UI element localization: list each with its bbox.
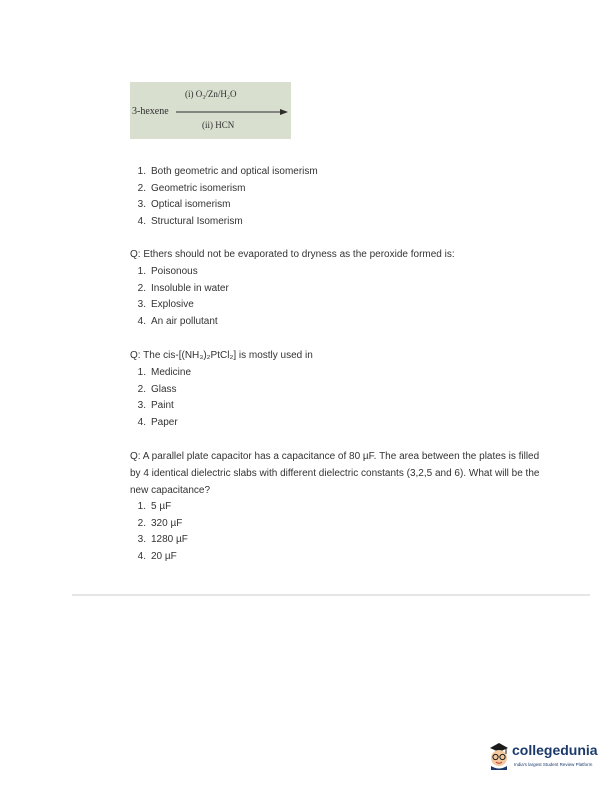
list-item xyxy=(135,415,191,432)
option-number: 1. xyxy=(137,501,146,512)
option-number: 3. xyxy=(137,534,146,546)
list-item xyxy=(135,314,229,331)
option-number: 4. xyxy=(137,416,146,428)
option-text: Insoluble in water xyxy=(151,282,229,294)
option-number: 3. xyxy=(137,199,146,211)
page-divider xyxy=(72,594,590,596)
option-text: 20 µF xyxy=(151,550,177,562)
q3-options-list xyxy=(135,365,191,431)
option-number: 4. xyxy=(137,215,146,227)
list-item xyxy=(135,549,188,566)
option-text: Structural Isomerism xyxy=(151,215,243,227)
reaction-arrow-icon xyxy=(176,109,288,115)
option-text: 5 µF xyxy=(151,501,172,512)
option-text: Both geometric and optical isomerism xyxy=(151,166,318,177)
q2-question-text: Q: Ethers should not be evaporated to dryness as the peroxide formed is: xyxy=(130,249,455,260)
q4-question-text: Q: A parallel plate capacitor has a capacitance of 80 µF. The area between the plates is filled by 4 identical dielectric slabs with different dielectric constants (3,2,5 and 6). What will be the new capacitance? xyxy=(130,451,540,496)
option-number: 2. xyxy=(137,383,146,395)
option-text: Paint xyxy=(151,400,174,412)
q2-options-list xyxy=(135,264,229,330)
option-number: 1. xyxy=(137,266,146,277)
q3-question-text: Q: The cis-[(NH₃)₂PtCl₂] is mostly used in xyxy=(130,350,313,361)
option-text: An air pollutant xyxy=(151,315,218,327)
list-item xyxy=(135,214,318,231)
option-text: Medicine xyxy=(151,367,192,378)
option-text: Explosive xyxy=(151,299,194,311)
list-item xyxy=(135,382,191,399)
option-text: Poisonous xyxy=(151,266,198,277)
q4-options-list xyxy=(135,499,188,565)
collegedunia-logo xyxy=(488,740,606,776)
list-item xyxy=(135,264,229,281)
list-item xyxy=(135,499,188,516)
list-item xyxy=(135,164,318,181)
reaction-reagent-top: (i) O₃/Zn/H₂O xyxy=(185,89,237,99)
list-item xyxy=(135,365,191,382)
mascot-icon xyxy=(488,740,510,770)
option-number: 1. xyxy=(137,166,146,177)
option-text: Optical isomerism xyxy=(151,199,231,211)
list-item xyxy=(135,516,188,533)
option-number: 2. xyxy=(137,282,146,294)
option-text: Paper xyxy=(151,416,178,428)
option-number: 4. xyxy=(137,550,146,562)
list-item xyxy=(135,532,188,549)
option-number: 2. xyxy=(137,517,146,529)
option-number: 3. xyxy=(137,299,146,311)
list-item xyxy=(135,281,229,298)
list-item xyxy=(135,197,318,214)
option-number: 4. xyxy=(137,315,146,327)
reaction-reagent-bottom: (ii) HCN xyxy=(202,120,235,130)
reaction-scheme-image xyxy=(130,82,291,139)
list-item xyxy=(135,181,318,198)
option-number: 3. xyxy=(137,400,146,412)
option-text: 1280 µF xyxy=(151,534,188,546)
option-text: Glass xyxy=(151,383,177,395)
q1-options-list xyxy=(135,164,318,230)
logo-tagline: India's largest Student Review Platform xyxy=(514,762,593,767)
option-number: 1. xyxy=(137,367,146,378)
option-number: 2. xyxy=(137,182,146,194)
reaction-reactant: 3-hexene xyxy=(132,106,169,117)
list-item xyxy=(135,297,229,314)
list-item xyxy=(135,398,191,415)
option-text: 320 µF xyxy=(151,517,183,529)
logo-brand-text: collegedunia xyxy=(512,742,598,758)
option-text: Geometric isomerism xyxy=(151,182,246,194)
